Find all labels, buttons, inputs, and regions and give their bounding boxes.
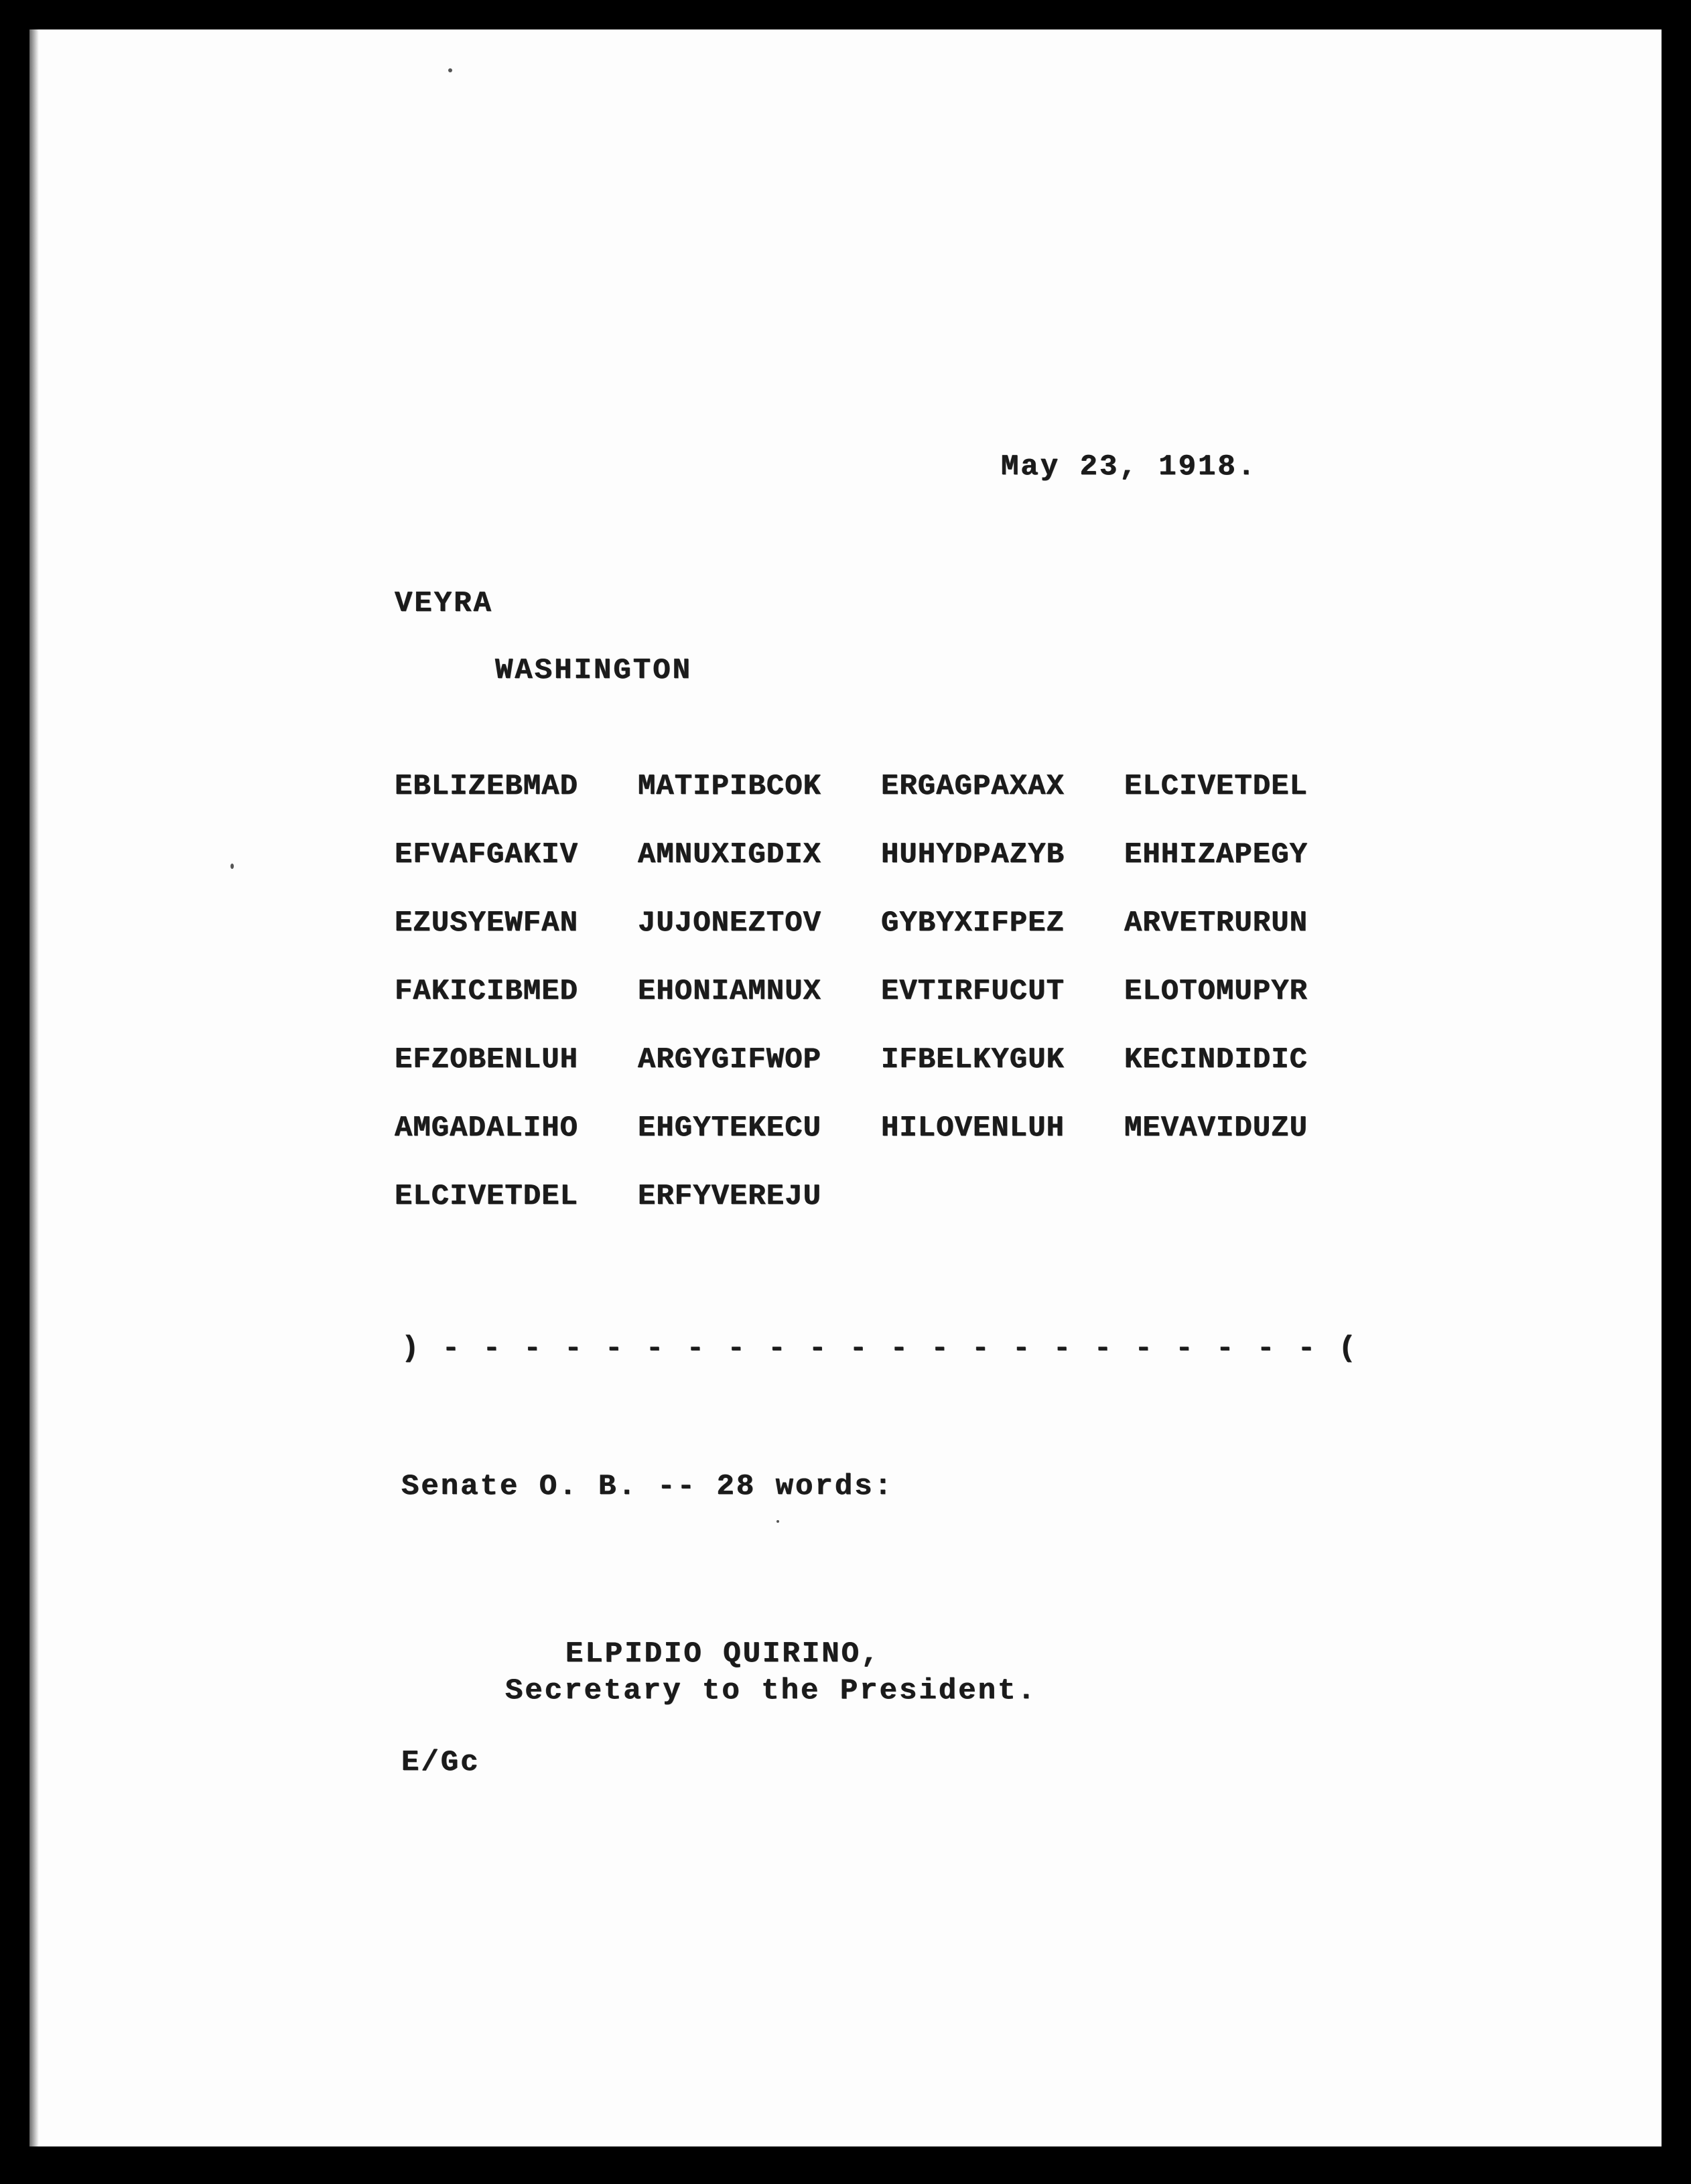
- letter-date: May 23, 1918.: [1001, 450, 1258, 484]
- code-row: [395, 1111, 1373, 1180]
- code-group: HILOVENLUH: [881, 1111, 1065, 1145]
- code-group: ARVETRURUN: [1124, 906, 1308, 940]
- word-count-line: Senate O. B. -- 28 words:: [401, 1470, 894, 1503]
- code-group: KECINDIDIC: [1124, 1043, 1308, 1077]
- code-row: [395, 838, 1373, 906]
- addressee-name: VEYRA: [395, 587, 494, 620]
- code-group: MEVAVIDUZU: [1124, 1111, 1308, 1145]
- code-group: ARGYGIFWOP: [638, 1043, 822, 1077]
- code-group: EBLIZEBMAD: [395, 770, 579, 803]
- code-group: EVTIRFUCUT: [881, 975, 1065, 1008]
- reference-initials: E/Gc: [401, 1746, 480, 1779]
- code-group: ELCIVETDEL: [395, 1180, 579, 1213]
- code-group: EHGYTEKECU: [638, 1111, 822, 1145]
- separator-line: ) - - - - - - - - - - - - - - - - - - - - - - (: [401, 1332, 1359, 1365]
- code-row: [395, 1043, 1373, 1111]
- code-group: EHONIAMNUX: [638, 975, 822, 1008]
- signer-name: ELPIDIO QUIRINO,: [565, 1637, 881, 1671]
- paper-speck: [448, 68, 452, 72]
- code-group: FAKICIBMED: [395, 975, 579, 1008]
- code-group: ERFYVEREJU: [638, 1180, 822, 1213]
- code-row: [395, 770, 1373, 838]
- code-group: AMGADALIHO: [395, 1111, 579, 1145]
- signer-title: Secretary to the President.: [505, 1674, 1037, 1708]
- code-group: EFVAFGAKIV: [395, 838, 579, 872]
- code-group: IFBELKYGUK: [881, 1043, 1065, 1077]
- addressee-location: WASHINGTON: [495, 654, 693, 687]
- code-group: GYBYXIFPEZ: [881, 906, 1065, 940]
- page-edge-shadow: [29, 29, 39, 2146]
- document-page: [29, 29, 1662, 2146]
- code-group: ELOTOMUPYR: [1124, 975, 1308, 1008]
- code-group: AMNUXIGDIX: [638, 838, 822, 872]
- code-group: MATIPIBCOK: [638, 770, 822, 803]
- code-group: EFZOBENLUH: [395, 1043, 579, 1077]
- code-group: EZUSYEWFAN: [395, 906, 579, 940]
- code-group: JUJONEZTOV: [638, 906, 822, 940]
- code-group: ELCIVETDEL: [1124, 770, 1308, 803]
- code-row: [395, 1180, 1373, 1253]
- paper-speck: [230, 864, 234, 869]
- cipher-code-grid: [395, 770, 1373, 1253]
- code-group: ERGAGPAXAX: [881, 770, 1065, 803]
- code-group: EHHIZAPEGY: [1124, 838, 1308, 872]
- code-row: [395, 975, 1373, 1043]
- code-row: [395, 906, 1373, 975]
- code-group: HUHYDPAZYB: [881, 838, 1065, 872]
- paper-speck: [776, 1520, 779, 1523]
